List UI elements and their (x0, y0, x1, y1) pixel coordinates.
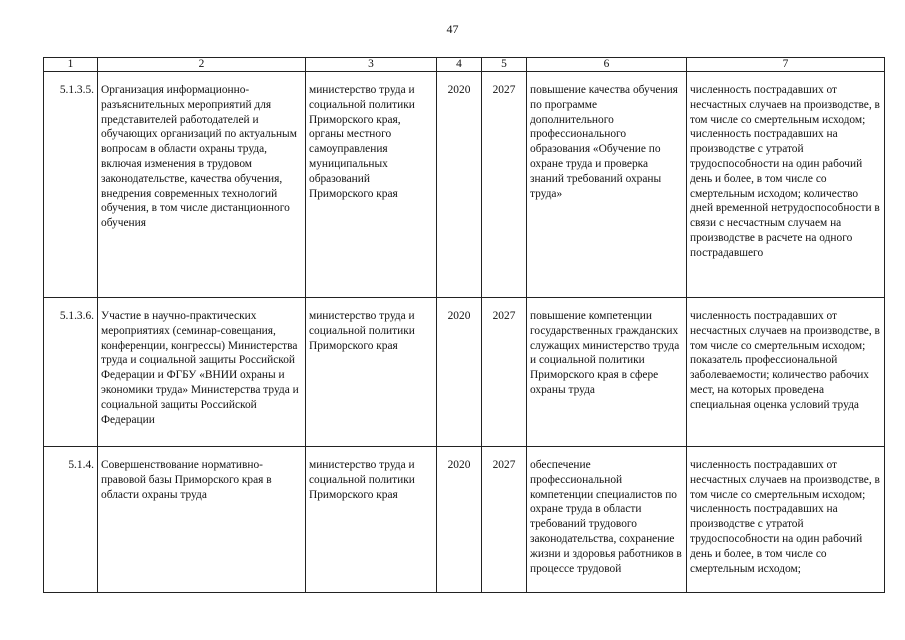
expected-result-cell: повышение качества обучения по программе дополнительного профессионального образования «Обучение по охране труда и проверка знаний требований охраны труда» (527, 72, 687, 298)
program-activities-table (43, 57, 885, 593)
activity-cell: Совершенствование нормативно-правовой базы Приморского края в области охраны труда (98, 447, 306, 593)
item-number-cell: 5.1.3.5. (44, 72, 98, 298)
item-number-cell: 5.1.3.6. (44, 298, 98, 447)
start-year-cell: 2020 (437, 447, 482, 593)
column-header: 1 (44, 58, 98, 72)
executor-cell: министерство труда и социальной политики Приморского края (306, 298, 437, 447)
indicators-cell: численность пострадавших от несчастных случаев на производстве, в том числе со смертельным исходом; численность пострадавших на производстве с утратой трудоспособности на один рабочий день и более, в том числе со смертельным исходом; количество дней временной нетрудоспособности в связи с несчастным случаем на производстве в расчете на одного пострадавшего (687, 72, 885, 298)
table-row (44, 298, 885, 447)
table-row (44, 447, 885, 593)
end-year-cell: 2027 (482, 447, 527, 593)
page-number: 47 (446, 22, 459, 36)
start-year-cell: 2020 (437, 298, 482, 447)
indicators-cell: численность пострадавших от несчастных случаев на производстве, в том числе со смертельным исходом; численность пострадавших на производстве с утратой трудоспособности на один рабочий день и более, в том числе со смертельным исходом; (687, 447, 885, 593)
end-year-cell: 2027 (482, 298, 527, 447)
executor-cell: министерство труда и социальной политики Приморского края (306, 447, 437, 593)
activity-cell: Участие в научно-практических мероприятиях (семинар-совещания, конференции, конгрессы) Министерства труда и социальной защиты Российской Федерации и ФГБУ «ВНИИ охраны и экономики труда» Министерства труда и социальной защиты Российской Федерации (98, 298, 306, 447)
column-header: 2 (98, 58, 306, 72)
indicators-cell: численность пострадавших от несчастных случаев на производстве, в том числе со смертельным исходом; показатель профессиональной заболеваемости; количество рабочих мест, на которых проведена специальная оценка условий труда (687, 298, 885, 447)
column-header: 4 (437, 58, 482, 72)
column-header: 6 (527, 58, 687, 72)
expected-result-cell: повышение компетенции государственных гражданских служащих министерство труда и социальной политики Приморского края в сфере охраны труда (527, 298, 687, 447)
column-header: 7 (687, 58, 885, 72)
column-header: 3 (306, 58, 437, 72)
column-number-header-row (44, 58, 885, 72)
table-row (44, 72, 885, 298)
column-header: 5 (482, 58, 527, 72)
expected-result-cell: обеспечение профессиональной компетенции специалистов по охране труда в области требований трудового законодательства, сохранение жизни и здоровья работников в процессе трудовой (527, 447, 687, 593)
executor-cell: министерство труда и социальной политики Приморского края, органы местного самоуправления муниципальных образований Приморского края (306, 72, 437, 298)
start-year-cell: 2020 (437, 72, 482, 298)
item-number-cell: 5.1.4. (44, 447, 98, 593)
end-year-cell: 2027 (482, 72, 527, 298)
activity-cell: Организация информационно-разъяснительных мероприятий для представителей работодателей и обучающих организаций по актуальным вопросам в области охраны труда, включая изменения в трудовом законодательстве, качества обучения, внедрения современных технологий обучения, в том числе дистанционного обучения (98, 72, 306, 298)
